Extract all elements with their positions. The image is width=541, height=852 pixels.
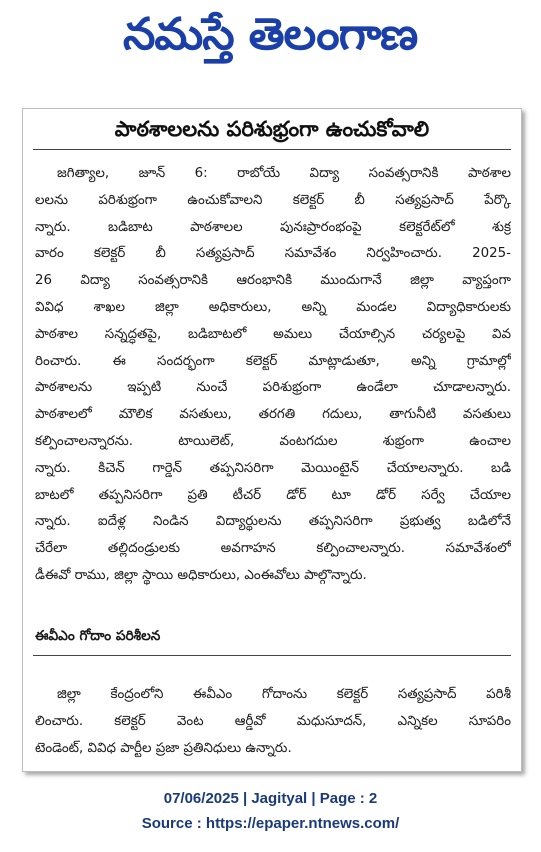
article-line: టెండెంట్, వివిధ పార్టీల ప్రజా ప్రతినిధులు ఉన్నారు. <box>35 740 292 756</box>
article-line: జిల్లా కేంద్రంలోని ఈవీఎం గోదాంను కలెక్టర్ సత్యప్రసాద్ పరిశీ <box>57 687 511 702</box>
article-line: న్నారు. ఐదేళ్ల నిండిన విద్యార్థులను తప్పనిసరిగా ప్రభుత్వ బడిలోనే <box>35 514 511 530</box>
article-line: పాఠశాల సన్నద్ధతపై, బడిబాటలో అమలు చేయాల్సిన చర్యలపై వివ <box>35 326 511 342</box>
article-line: కల్పించాలన్నారను. టాయిలెట్, వంటగదుల శుభ్రంగా ఉంచాల <box>35 433 511 449</box>
article-headline: పాఠశాలలను పరిశుభ్రంగా ఉంచుకోవాలి <box>114 117 430 141</box>
footer-date-edition: 07/06/2025 | Jagityal | Page : 2 <box>163 790 378 807</box>
article-line: వారం కలెక్టర్ బీ సత్యప్రసాద్ సమావేశం నిర్వహించారు. 2025- <box>35 246 511 262</box>
headline-divider <box>33 149 511 150</box>
article-line: జగిత్యాల, జూన్ 6: రాబోయే విద్యా సంవత్సరానికి పాఠశాల <box>57 166 511 181</box>
article-clipping <box>22 108 522 772</box>
article-line: డీఈవో రాము, జిల్లా స్థాయి అధికారులు, ఎంఈవోలు పాల్గొన్నారు. <box>35 567 367 583</box>
article-line: వివిధ శాఖల జిల్లా అధికారులు, అన్ని మండల విద్యాధికారులకు <box>35 299 511 315</box>
article-line: లించారు. కలెక్టర్ వెంట ఆర్డీవో మధుసూదన్, ఎన్నికల సూపరిం <box>35 713 511 729</box>
article-line: లలను పరిశుభ్రంగా ఉంచుకోవాలని కలెక్టర్ బీ సత్యప్రసాద్ పేర్కొ <box>35 192 511 208</box>
subheading-divider <box>33 655 511 656</box>
newspaper-masthead <box>0 0 541 80</box>
article-line: న్నారు. బడిబాట పాఠశాలల పునఃప్రారంభంపై కలెక్టరేట్‌లో శుక్ర <box>35 219 511 235</box>
footer-source-link[interactable]: Source : https://epaper.ntnews.com/ <box>141 815 400 832</box>
article-line: బాటలో తప్పనిసరిగా ప్రతి టీచర్ డోర్ టూ డోర్ సర్వే చేయాల <box>35 487 511 503</box>
article-line: న్నారు. కిచెన్ గార్డెన్ తప్పనిసరిగా మెయింటైన్ చేయాలన్నారు. బడి <box>35 460 511 476</box>
article-subheading: ఈవీఎం గోదాం పరిశీలన <box>35 628 161 644</box>
article-line: రించారు. ఈ సందర్భంగా కలెక్టర్ మాట్లాడుతూ, అన్ని గ్రామాల్లో <box>35 353 511 369</box>
article-body <box>35 161 511 590</box>
article-line: పాఠశాలలో మౌలిక వసతులు, తరగతి గదులు, తాగునీటి వసతులు <box>35 407 511 423</box>
article-line: పాఠశాలను ఇప్పటి నుంచే పరిశుభ్రంగా ఉండేలా చూడాలన్నారు. <box>35 380 511 396</box>
article-body-section-2 <box>35 682 511 762</box>
article-line: చేరేలా తల్లిదండ్రులకు అవగాహన కల్పించాలన్నారు. సమావేశంలో <box>35 541 511 557</box>
article-line: 26 విద్యా సంవత్సరానికి ఆరంభానికి ముందుగానే జిల్లా వ్యాప్తంగా <box>35 273 511 289</box>
masthead-title: నమస్తే తెలంగాణ <box>123 9 418 60</box>
